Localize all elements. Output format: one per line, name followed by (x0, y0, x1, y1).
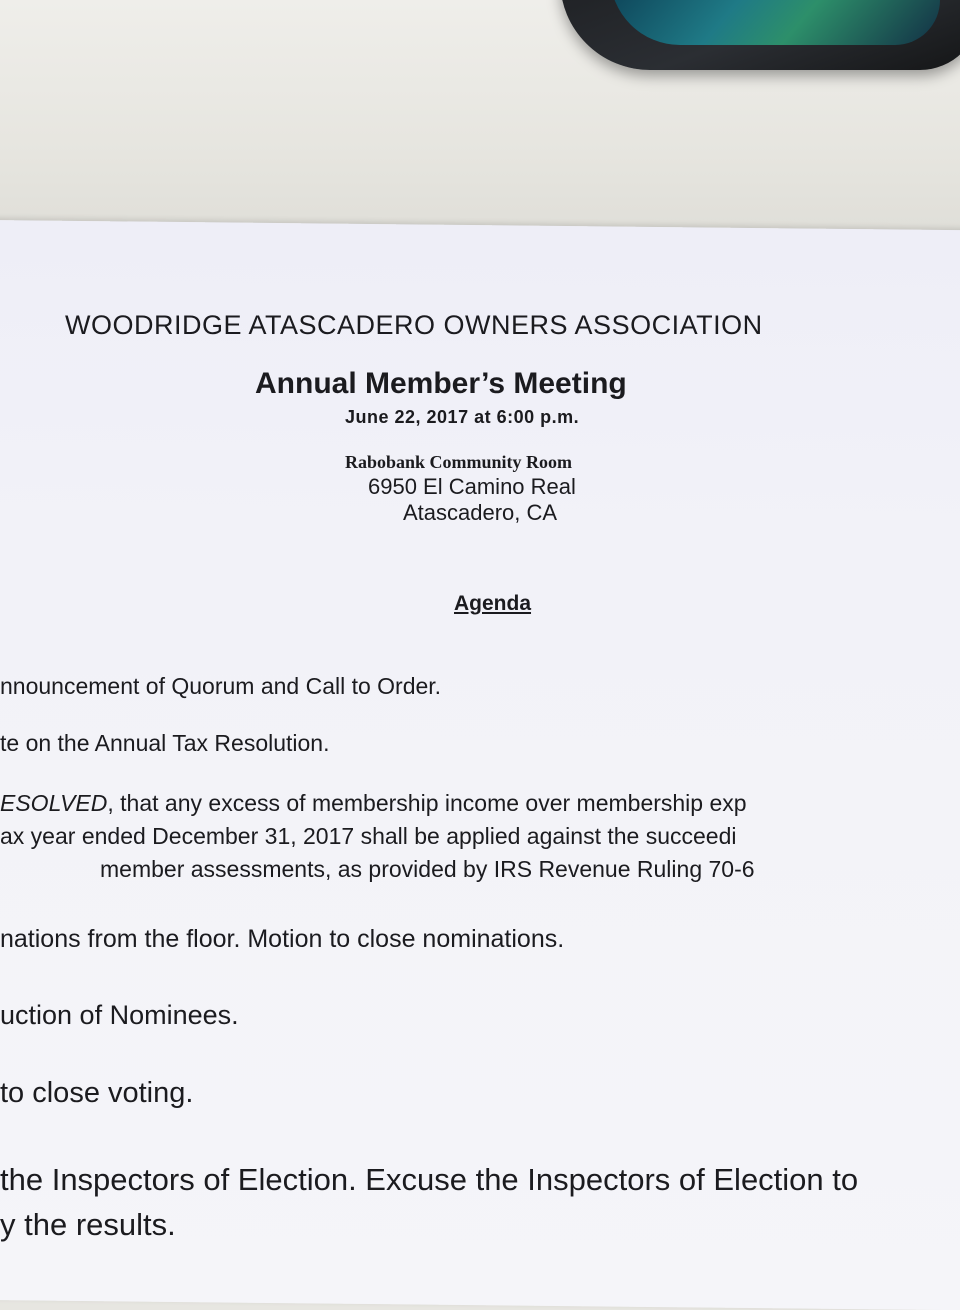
venue-street: 6950 El Camino Real (368, 474, 576, 499)
venue-city: Atascadero, CA (403, 500, 558, 525)
agenda-item: y the results. (0, 1207, 176, 1242)
venue-name: Rabobank Community Room (345, 452, 573, 472)
meeting-title: Annual Member’s Meeting (255, 367, 627, 400)
agenda-item (0, 790, 747, 817)
agenda-item: to close voting. (0, 1077, 194, 1109)
agenda-heading: Agenda (454, 592, 532, 615)
meeting-date: June 22, 2017 at 6:00 p.m. (345, 407, 580, 427)
agenda-item: uction of Nominees. (0, 1000, 239, 1030)
organization-name: WOODRIDGE ATASCADERO OWNERS ASSOCIATION (65, 310, 763, 340)
agenda-item: nnouncement of Quorum and Call to Order. (0, 673, 442, 699)
agenda-item: member assessments, as provided by IRS Revenue Ruling 70-6 (100, 856, 755, 882)
resolution-line-1: , that any excess of membership income over membership exp (107, 790, 747, 816)
agenda-item: te on the Annual Tax Resolution. (0, 730, 330, 756)
agenda-item: the Inspectors of Election. Excuse the Inspectors of Election to (0, 1162, 859, 1197)
agenda-item: ax year ended December 31, 2017 shall be applied against the succeedi (0, 823, 737, 849)
sunglasses-lens (610, 0, 940, 45)
resolved-word: ESOLVED (0, 790, 108, 816)
agenda-item: nations from the floor. Motion to close nominations. (0, 925, 565, 953)
